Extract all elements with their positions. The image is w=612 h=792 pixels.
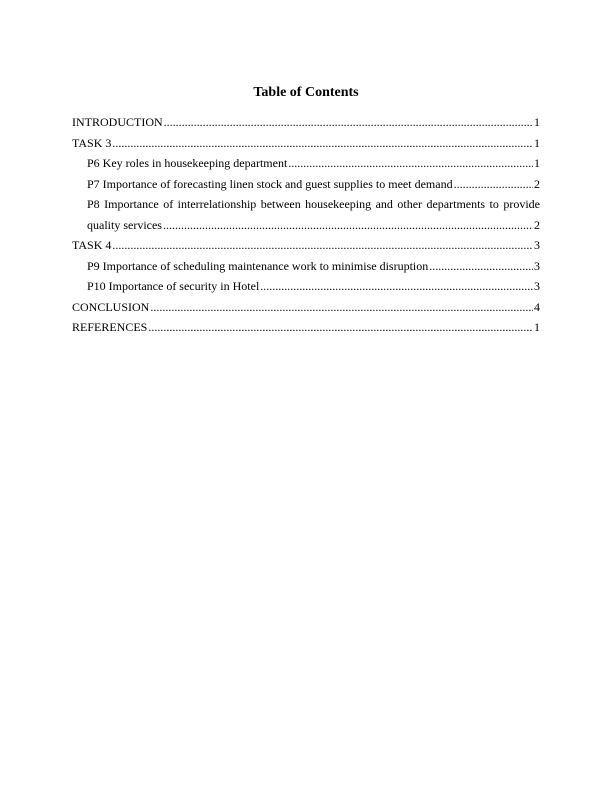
toc-entry-label: P9 Importance of scheduling maintenance work to minimise disruption [87, 258, 429, 273]
toc-entry-label: P6 Key roles in housekeeping department [87, 156, 288, 170]
toc-page-number: 4 [534, 299, 540, 314]
toc-entry-p7[interactable] [72, 174, 540, 195]
toc-entry-task-4[interactable] [72, 235, 540, 256]
toc-page-number: 2 [534, 217, 540, 232]
toc-page-number: 3 [534, 279, 540, 293]
toc-leader-dots [112, 133, 533, 154]
toc-entry-conclusion[interactable] [72, 297, 540, 318]
toc-leader-dots [429, 256, 533, 277]
toc-leader-dots [454, 174, 533, 195]
toc-leader-dots [288, 153, 533, 174]
toc-leader-dots [163, 215, 533, 236]
toc-leader-dots [150, 297, 533, 318]
toc-entry-label: INTRODUCTION [72, 115, 163, 129]
toc-entry-label-line2: quality services [87, 217, 162, 232]
toc-page-number: 2 [534, 176, 540, 191]
toc-page-number: 1 [534, 135, 540, 150]
toc-entry-label: P10 Importance of security in Hotel [87, 279, 260, 293]
page-title: Table of Contents [253, 85, 359, 100]
toc-entry-references[interactable] [72, 317, 540, 338]
toc-page-number: 3 [534, 238, 540, 252]
toc-leader-dots [148, 317, 533, 338]
toc-page-number: 3 [534, 258, 540, 273]
toc-leader-dots [164, 112, 533, 133]
toc-entry-label: CONCLUSION [72, 299, 150, 314]
toc-entry-p10[interactable] [72, 276, 540, 297]
toc-leader-dots [260, 276, 533, 297]
toc-entry-introduction[interactable] [72, 112, 540, 133]
toc-page-number: 1 [534, 320, 540, 334]
toc-entry-p6[interactable] [72, 153, 540, 174]
toc-page-number: 1 [534, 156, 540, 170]
toc-entry-label: TASK 3 [72, 135, 112, 150]
toc-leader-dots [112, 235, 533, 256]
toc-entry-label: REFERENCES [72, 320, 148, 334]
toc-entry-p8[interactable] [72, 194, 540, 215]
table-of-contents [72, 112, 540, 338]
toc-entry-task-3[interactable] [72, 133, 540, 154]
toc-entry-label: TASK 4 [72, 238, 112, 252]
toc-entry-p8-continued[interactable] [72, 215, 540, 236]
toc-entry-p9[interactable] [72, 256, 540, 277]
toc-entry-label-line1: P8 Importance of interrelationship between housekeeping and other departments to provide [87, 197, 540, 211]
toc-entry-label: P7 Importance of forecasting linen stock and guest supplies to meet demand [87, 176, 453, 191]
toc-page-number: 1 [534, 115, 540, 129]
